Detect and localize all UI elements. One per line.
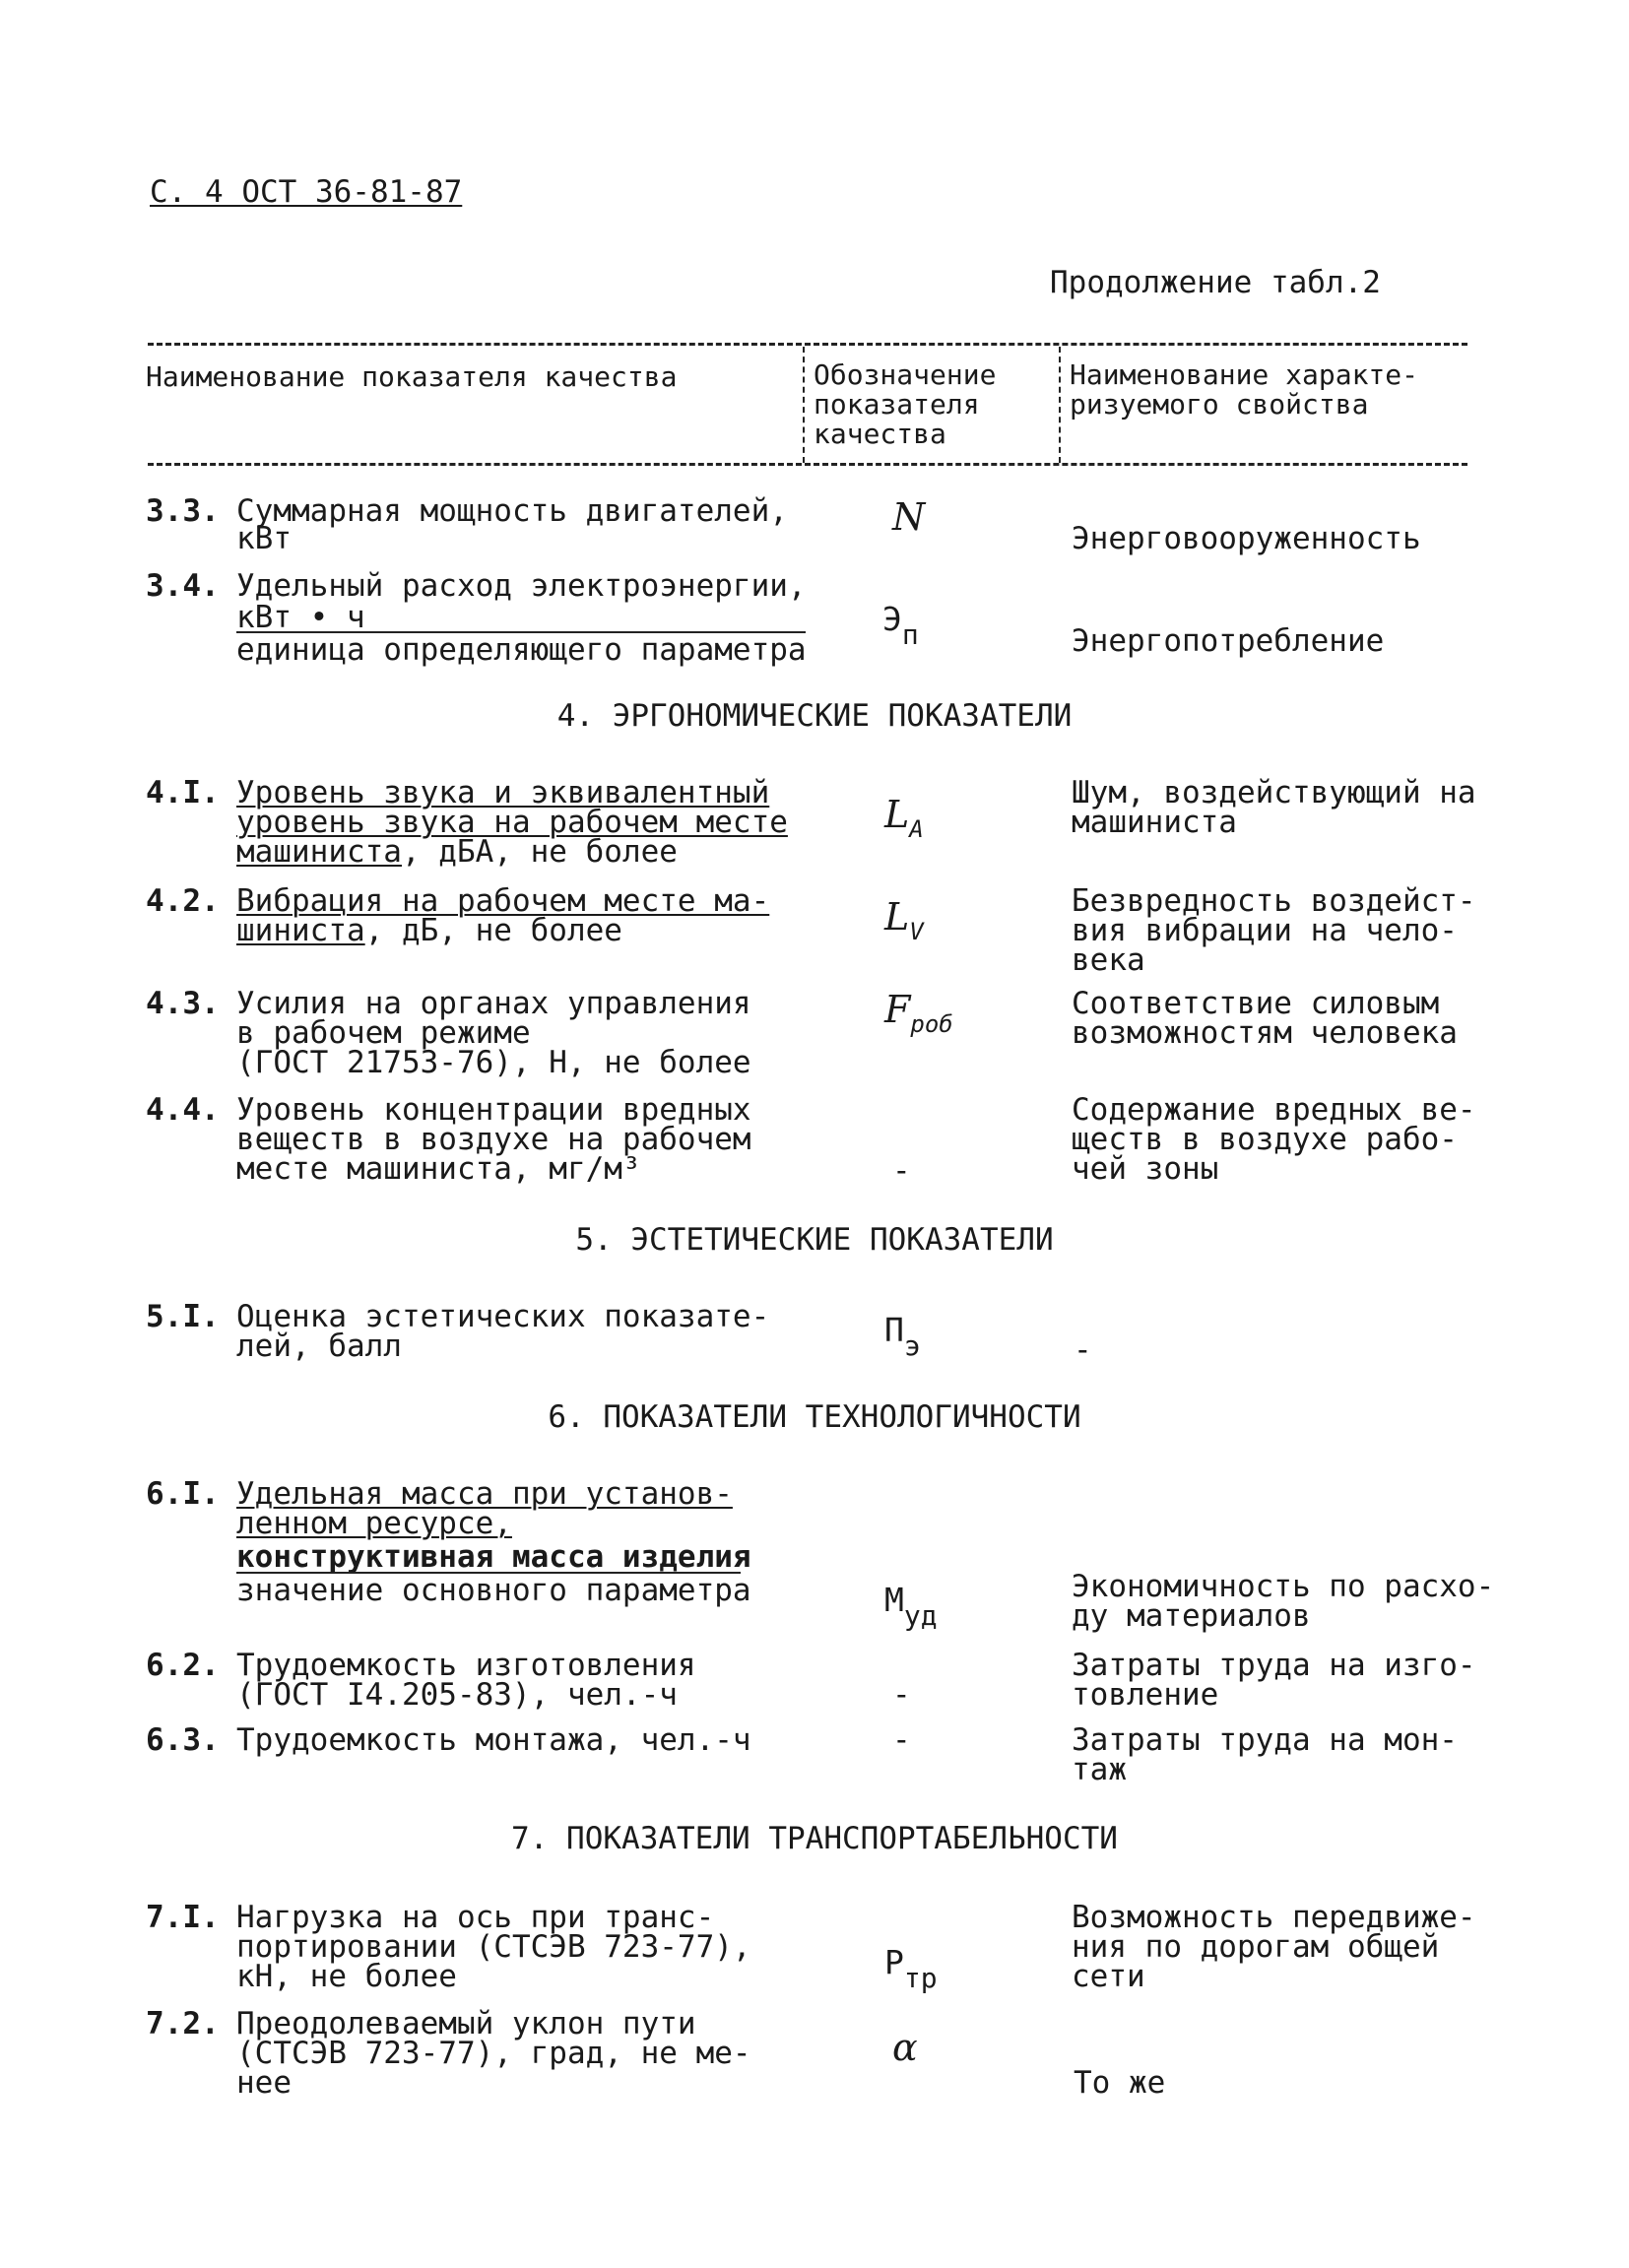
fraction-numerator: кВт • ч: [236, 600, 365, 635]
row-property: чей зоны: [1072, 1151, 1219, 1187]
row-number: 3.3.: [146, 493, 220, 529]
row-property: товление: [1072, 1677, 1219, 1713]
row-symbol: Муд: [884, 1581, 938, 1632]
row-property: Содержание вредных ве-: [1072, 1092, 1476, 1128]
page-header: С. 4 ОСТ 36-81-87: [150, 174, 463, 210]
row-number: 7.2.: [146, 2006, 220, 2041]
row-number: 4.3.: [146, 986, 220, 1021]
row-property: таж: [1072, 1752, 1127, 1787]
row-name-line: в рабочем режиме: [236, 1015, 531, 1051]
row-name-line: лей, балл: [236, 1328, 402, 1364]
row-number: 4.4.: [146, 1092, 220, 1128]
row-property: -: [1074, 1332, 1092, 1368]
row-symbol: α: [892, 2026, 918, 2069]
table-header-rule: [148, 463, 1467, 466]
table-continuation-note: Продолжение табл.2: [1050, 265, 1381, 300]
row-name-line: Удельная масса при установ-: [236, 1476, 733, 1512]
row-symbol: N: [892, 495, 926, 539]
header-separator-1: [803, 347, 805, 463]
section-title-technology: 6. ПОКАЗАТЕЛИ ТЕХНОЛОГИЧНОСТИ: [548, 1399, 1081, 1435]
row-name-line: Оценка эстетических показате-: [236, 1299, 770, 1334]
row-name-line: (ГОСТ I4.205-83), чел.-ч: [236, 1677, 678, 1713]
row-property: Шум, воздействующий на: [1072, 775, 1476, 810]
row-property: Соответствие силовым: [1072, 986, 1440, 1021]
row-property: сети: [1072, 1959, 1145, 1994]
row-number: 6.2.: [146, 1648, 220, 1683]
table-top-rule: [148, 343, 1467, 346]
fraction-numerator: конструктивная масса изделия: [236, 1539, 751, 1575]
row-name-line: месте машиниста, мг/м³: [236, 1151, 641, 1187]
row-symbol: LV: [884, 895, 924, 945]
row-property: Экономичность по расхо-: [1072, 1569, 1495, 1604]
fraction-denominator: значение основного параметра: [236, 1573, 751, 1608]
column-header-symbol-2: показателя: [814, 388, 980, 421]
row-name-line: ленном ресурсе,: [236, 1506, 512, 1541]
section-title-ergonomic: 4. ЭРГОНОМИЧЕСКИЕ ПОКАЗАТЕЛИ: [556, 698, 1073, 734]
row-name-line: Суммарная мощность двигателей,: [236, 493, 788, 529]
column-header-property-2: ризуемого свойства: [1070, 388, 1369, 421]
row-name-line: Уровень звука и эквивалентный: [236, 775, 770, 810]
row-property: вия вибрации на чело-: [1072, 913, 1458, 948]
section-title-aesthetic: 5. ЭСТЕТИЧЕСКИЕ ПОКАЗАТЕЛИ: [575, 1222, 1054, 1258]
row-name-line: уровень звука на рабочем месте: [236, 805, 788, 840]
row-name-line: Трудоемкость изготовления: [236, 1648, 696, 1683]
row-symbol: Пэ: [884, 1311, 921, 1362]
row-property: Безвредность воздейст-: [1072, 883, 1476, 919]
row-symbol: -: [892, 1153, 911, 1189]
row-symbol: Эп: [882, 600, 919, 651]
row-property: ществ в воздухе рабо-: [1072, 1122, 1458, 1157]
row-number: 6.3.: [146, 1722, 220, 1758]
row-property: машиниста: [1072, 805, 1237, 840]
row-property: возможностям человека: [1072, 1015, 1458, 1051]
row-property: Затраты труда на мон-: [1072, 1722, 1458, 1758]
fraction-denominator: единица определяющего параметра: [236, 632, 807, 668]
row-name-line: Трудоемкость монтажа, чел.-ч: [236, 1722, 751, 1758]
row-property: ния по дорогам общей: [1072, 1929, 1440, 1965]
row-name-line: Усилия на органах управления: [236, 986, 751, 1021]
row-name-line: (ГОСТ 21753-76), Н, не более: [236, 1045, 751, 1080]
column-header-symbol-3: качества: [814, 418, 946, 450]
row-name-line: портировании (СТСЭВ 723-77),: [236, 1929, 751, 1965]
row-symbol: -: [892, 1722, 911, 1758]
row-name-line: Уровень концентрации вредных: [236, 1092, 751, 1128]
row-property: Энергопотребление: [1072, 623, 1385, 659]
row-name-line: машиниста, дБА, не более: [236, 834, 678, 870]
row-property: То же: [1074, 2065, 1166, 2101]
section-title-transportability: 7. ПОКАЗАТЕЛИ ТРАНСПОРТАБЕЛЬНОСТИ: [511, 1821, 1118, 1856]
column-header-property-1: Наименование характе-: [1070, 358, 1419, 391]
row-property: Возможность передвиже-: [1072, 1900, 1476, 1935]
row-number: 4.I.: [146, 775, 220, 810]
header-separator-2: [1059, 347, 1061, 463]
row-name-line: Вибрация на рабочем месте ма-: [236, 883, 770, 919]
row-name-line: Удельный расход электроэнергии,: [236, 568, 807, 604]
row-number: 4.2.: [146, 883, 220, 919]
row-name-line: кВт: [236, 521, 292, 556]
row-number: 5.I.: [146, 1299, 220, 1334]
row-property: ду материалов: [1072, 1598, 1311, 1634]
row-name-line: кН, не более: [236, 1959, 457, 1994]
row-symbol: LA: [884, 793, 924, 843]
column-header-symbol-1: Обозначение: [814, 358, 997, 391]
row-name-line: шиниста, дБ, не более: [236, 913, 622, 948]
row-number: 6.I.: [146, 1476, 220, 1512]
row-property: Затраты труда на изго-: [1072, 1648, 1476, 1683]
row-number: 7.I.: [146, 1900, 220, 1935]
row-name-line: Преодолеваемый уклон пути: [236, 2006, 696, 2041]
row-property: Энерговооруженность: [1072, 521, 1421, 556]
row-symbol: Fроб: [884, 988, 953, 1038]
row-name-line: Нагрузка на ось при транс-: [236, 1900, 715, 1935]
row-name-line: веществ в воздухе на рабочем: [236, 1122, 751, 1157]
column-header-name: Наименование показателя качества: [146, 360, 678, 393]
row-name-line: нее: [236, 2065, 292, 2101]
row-name-line: (СТСЭВ 723-77), град, не ме-: [236, 2036, 751, 2071]
row-symbol: Ртр: [884, 1943, 938, 1994]
row-number: 3.4.: [146, 568, 220, 604]
row-property: века: [1072, 942, 1145, 978]
row-symbol: -: [892, 1677, 911, 1713]
